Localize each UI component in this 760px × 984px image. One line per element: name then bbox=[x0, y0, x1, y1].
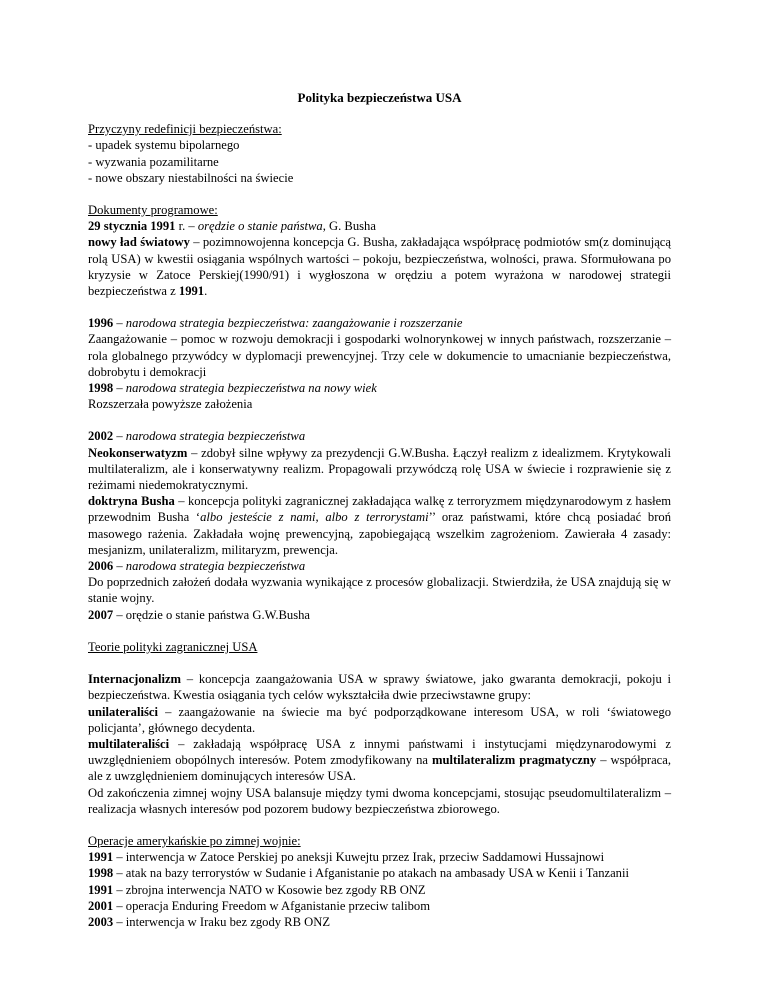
theories-heading: Teorie polityki zagranicznej USA bbox=[88, 639, 258, 654]
operation-item: 2001 – operacja Enduring Freedom w Afganistanie przeciw talibom bbox=[88, 898, 431, 913]
strategy-1998: 1998 – narodowa strategia bezpieczeństwa na nowy wiek bbox=[88, 381, 377, 396]
neoconservatism-paragraph: Neokonserwatyzm – zdobył silne wpływy za prezydencji G.W.Busha. Łączył realizm z idealizmem. Krytykowali multilateralizm, ale i konserwatywny realizm. Propagowali przywódczą rolę USA w świecie i rozprawienie się z reżimami niedemokratycznymi. bbox=[88, 445, 671, 493]
bush-doctrine-paragraph: doktryna Busha – koncepcja polityki zagranicznej zakładająca walkę z terroryzmem międzynarodowym z hasłem przewodnim Busha ‘albo jesteście z nami, albo z terrorystami’’ oraz państwami, które chcą posiadać broń masowego rażenia. Zakładała wojnę prewencyjną, zapobiegającą wszelkim zagrożeniom. Zawierała 4 zasady: mesjanizm, unilateralizm, militaryzm, prewencja. bbox=[88, 494, 671, 557]
multilateralists-paragraph: multilateraliści – zakładają współpracę USA z innymi państwami i instytucjami międzynarodowymi z uwzględnieniem obopólnych interesów. Potem zmodyfikowany na multilateralizm pragmatyczny – współpraca, ale z uwzględnieniem dominujących interesów USA. bbox=[88, 736, 672, 784]
unilateralists-paragraph: unilateraliści – zaangażowanie na świecie ma być podporządkowane interesom USA, w roli ‘światowego policjanta’, głównego decydenta. bbox=[88, 704, 671, 735]
strategy-2006: 2006 – narodowa strategia bezpieczeństwa bbox=[88, 559, 306, 574]
operations-heading: Operacje amerykańskie po zimnej wojnie: bbox=[88, 833, 301, 848]
strategy-1996: 1996 – narodowa strategia bezpieczeństwa: zaangażowanie i rozszerzanie bbox=[88, 316, 463, 331]
internationalism-paragraph: Internacjonalizm – koncepcja zaangażowania USA w sprawy światowe, jako gwaranta demokracji, pokoju i bezpieczeństwa. Kwestia osiągania tych celów wykształciła dwie przeciwstawne grupy: bbox=[88, 672, 671, 703]
cause-item: - upadek systemu bipolarnego bbox=[88, 138, 240, 153]
operation-item: 1998 – atak na bazy terrorystów w Sudanie i Afganistanie po atakach na ambasady USA w Kenii i Tanzanii bbox=[88, 866, 629, 881]
operation-item: 1991 – zbrojna interwencja NATO w Kosowie bez zgody RB ONZ bbox=[88, 882, 426, 897]
cause-item: - nowe obszary niestabilności na świecie bbox=[88, 170, 294, 185]
documents-heading: Dokumenty programowe: bbox=[88, 203, 218, 218]
address-2007: 2007 – orędzie o stanie państwa G.W.Busha bbox=[88, 607, 310, 622]
strategy-2002: 2002 – narodowa strategia bezpieczeństwa bbox=[88, 429, 306, 444]
document-1991: 29 stycznia 1991 r. – orędzie o stanie państwa, G. Busha bbox=[88, 219, 376, 234]
cause-item: - wyzwania pozamilitarne bbox=[88, 154, 219, 169]
balance-paragraph: Od zakończenia zimnej wojny USA balansuje między tymi dwoma koncepcjami, stosując pseudomultilateralizm – realizacja własnych interesów pod pozorem budowy bezpieczeństwa zbiorowego. bbox=[88, 785, 671, 816]
operation-item: 2003 – interwencja w Iraku bez zgody RB ONZ bbox=[88, 914, 331, 929]
strategy-2006-text: Do poprzednich założeń dodała wyzwania wynikające z procesów globalizacji. Stwierdziła, że USA znajdują się w stanie wojny. bbox=[88, 575, 671, 606]
new-world-order-paragraph: nowy ład światowy – pozimnowojenna koncepcja G. Busha, zakładająca współpracę podmiotów sm(z dominującą rolą USA) w kwestii osiągania wspólnych wartości – pokoju, bezpieczeństwa, wolności, prawa. Sformułowana po kryzysie w Zatoce Perskiej(1990/91) i wygłoszona w orędziu a potem wyrażona w narodowej strategii bezpieczeństwa z 1991. bbox=[88, 235, 671, 299]
strategy-1998-text: Rozszerzała powyższe założenia bbox=[88, 397, 253, 412]
operation-item: 1991 – interwencja w Zatoce Perskiej po aneksji Kuwejtu przez Irak, przeciw Saddamowi Hussajnowi bbox=[88, 850, 605, 865]
document-page bbox=[88, 90, 671, 930]
causes-heading: Przyczyny redefinicji bezpieczeństwa: bbox=[88, 122, 282, 137]
strategy-1996-text: Zaangażowanie – pomoc w rozwoju demokracji i gospodarki wolnorynkowej w innych państwach, rozszerzanie – rola globalnego przywódcy w dyplomacji prewencyjnej. Trzy cele w dokumencie to umacnianie bezpieczeństwa, dobrobytu i demokracji bbox=[88, 332, 671, 379]
document-title: Polityka bezpieczeństwa USA bbox=[297, 90, 462, 105]
